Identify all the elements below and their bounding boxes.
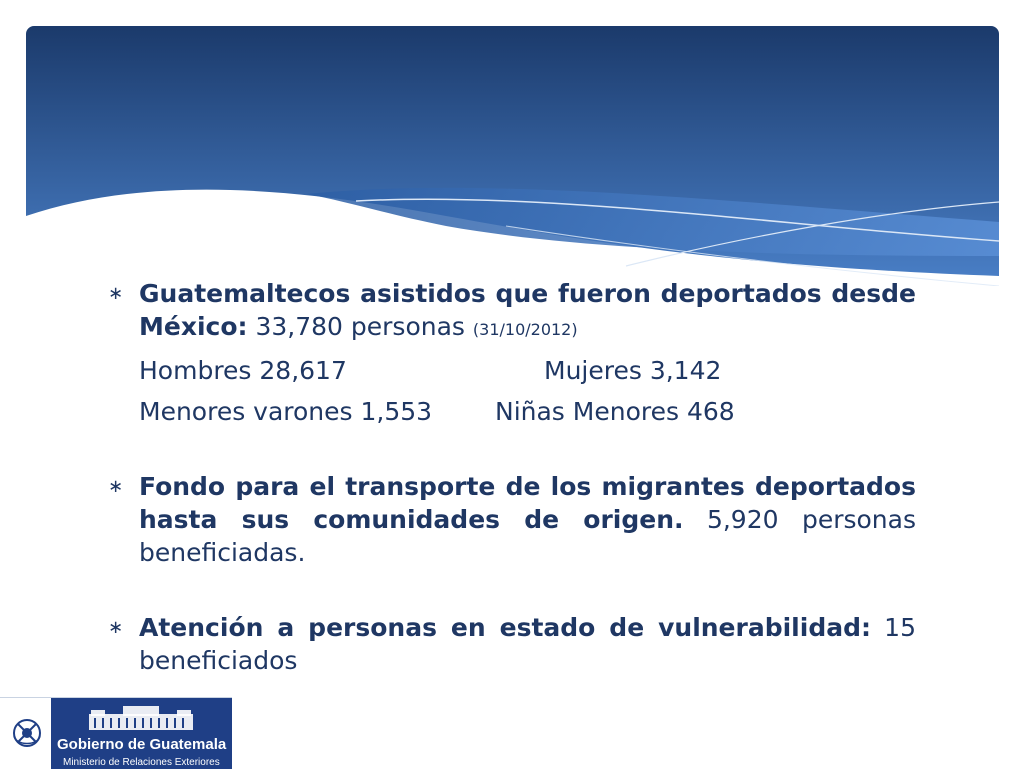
bullet-mark: ∗ <box>108 617 124 638</box>
transport-value: 5,920 personas beneficiadas. <box>139 505 916 567</box>
bullet-deported <box>108 277 916 346</box>
women-count: Mujeres 3,142 <box>544 356 722 385</box>
coat-of-arms-icon <box>0 698 50 769</box>
stats-row-adults <box>108 354 916 387</box>
transport-heading: Fondo para el transporte de los migrantes deportados hasta sus comunidades de origen. <box>139 472 916 534</box>
palace-icon <box>51 698 232 734</box>
deported-value: 33,780 personas <box>247 312 473 341</box>
bullet-transport-fund <box>108 470 916 569</box>
government-name: Gobierno de Guatemala <box>57 736 227 753</box>
government-logo <box>0 697 232 769</box>
men-count: Hombres 28,617 <box>139 356 347 385</box>
bullet-mark: ∗ <box>108 283 124 304</box>
bullet-mark: ∗ <box>108 476 124 497</box>
deported-heading: Guatemaltecos asistidos que fueron deportados desde México: <box>139 279 916 341</box>
vulnerability-heading: Atención a personas en estado de vulnerabilidad: <box>139 613 871 642</box>
ministry-name: Ministerio de Relaciones Exteriores <box>63 757 220 768</box>
logo-panel <box>51 698 232 769</box>
vulnerability-value: 15 beneficiados <box>139 613 916 675</box>
bullet-vulnerability <box>108 611 916 677</box>
wave-graphic <box>26 26 999 286</box>
slide-content <box>108 277 916 677</box>
stats-row-minors <box>108 395 916 428</box>
girls-count: Niñas Menores 468 <box>495 397 735 426</box>
header-banner <box>26 26 999 286</box>
boys-count: Menores varones 1,553 <box>139 397 433 426</box>
deported-date: (31/10/2012) <box>472 320 578 339</box>
